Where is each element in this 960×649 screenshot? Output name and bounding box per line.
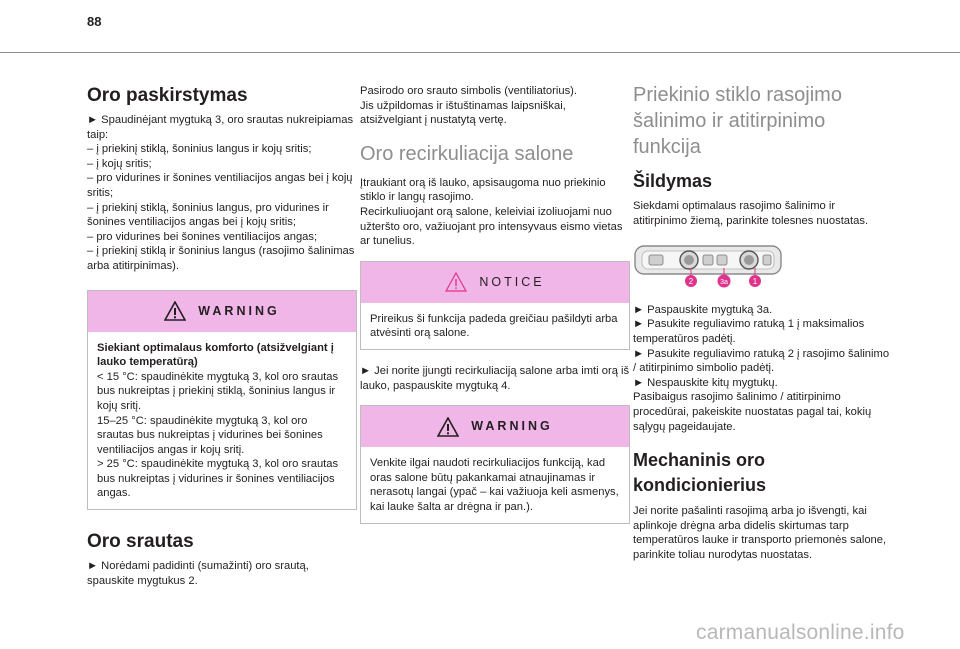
warning-box-2 [360, 405, 630, 523]
warning-triangle-icon [437, 417, 459, 437]
warning-heading: Siekiant optimalaus komforto (atsižvelgiant į lauko temperatūrą) [97, 341, 334, 369]
notice-body [361, 303, 629, 349]
paragraph: Pasirodo oro srauto simbolis (ventiliatorius). [360, 85, 577, 97]
step: ► Pasukite reguliavimo ratuką 1 į maksimalios temperatūros padėtį. [633, 318, 865, 345]
climate-panel-graphic [633, 240, 783, 288]
paragraph: Recirkuliuojant orą salone, keleiviai izoliuojami nuo užteršto oro, važiuojant pro intensyvaus eismo vietas ar tunelius. [360, 205, 623, 248]
warning-header-2 [361, 406, 629, 447]
paragraph: ► Norėdami padidinti (sumažinti) oro srautą, spauskite mygtukus 2. [87, 560, 309, 587]
notice-title: NOTICE [479, 274, 545, 289]
warning-title: WARNING [198, 303, 280, 318]
list-item: – pro vidurines bei šonines ventiliacijos angas; [87, 230, 318, 243]
page-number: 88 [87, 14, 102, 29]
section-title-air-flow: Oro srautas [87, 531, 194, 553]
warning-line: < 15 °C: spaudinėkite mygtuką 3, kol oro srautas bus nukreiptas į priekinį stiklą, šoninius langus ir kojų sritį. [97, 370, 339, 412]
notice-header [361, 262, 629, 303]
warning-body [88, 332, 356, 510]
header-rule [0, 52, 960, 53]
warning-box [87, 290, 357, 511]
callout-2: 2 [688, 277, 694, 287]
step: ► Pasukite reguliavimo ratuką 2 į rasojimo šalinimo / atitirpinimo simbolio padėtį. [633, 347, 890, 375]
paragraph: Įtraukiant orą iš lauko, apsisaugoma nuo priekinio stiklo ir langų rasojimo. [360, 176, 606, 204]
warning-triangle-icon [164, 301, 186, 321]
warning-line: 15–25 °C: spaudinėkite mygtuką 3, kol oro srautas bus nukreiptas į vidurines bei šonines ventiliacijos angas ir kojų sritį. [97, 414, 323, 456]
notice-triangle-icon [445, 272, 467, 292]
warning-body-2 [361, 447, 629, 522]
list-item: – į kojų sritis; [87, 157, 152, 170]
paragraph: ► Spaudinėjant mygtuką 3, oro srautas nukreipiamas taip: [87, 114, 354, 141]
step: ► Paspauskite mygtuką 3a. [633, 303, 773, 316]
column-1 [87, 70, 357, 588]
section-title-demisting: Priekinio stiklo rasojimo šalinimo ir atitirpinimo funkcija [633, 84, 842, 158]
notice-text: Prireikus ši funkcija padeda greičiau pašildyti arba atvėsinti orą salone. [370, 312, 618, 340]
subsection-title-ac: Mechaninis oro kondicionierius [633, 450, 767, 496]
section-title-air-distribution: Oro paskirstymas [87, 85, 248, 106]
step: ► Nespauskite kitų mygtukų. [633, 376, 778, 389]
list-item: – į priekinį stiklą ir šoninius langus (rasojimo šalinimas arba atitirpinimas). [87, 245, 355, 272]
list-item: – į priekinį stiklą, šoninius langus ir kojų sritis; [87, 143, 312, 156]
notice-box [360, 261, 630, 350]
warning-line: > 25 °C: spaudinėkite mygtuką 3, kol oro srautas bus nukreiptas į vidurines ir šonines ventiliacijos angas. [97, 458, 339, 500]
list-item: – pro vidurines ir šonines ventiliacijos angas bei į kojų sritis; [87, 172, 353, 199]
paragraph: Jei norite pašalinti rasojimą arba jo išvengti, kai aplinkoje drėgna arba didelis skirtumas tarp temperatūros lauke ir transporto priemonės salone, parinkite toliau nurodytas nuostatas. [633, 505, 887, 561]
paragraph: Pasibaigus rasojimo šalinimo / atitirpinimo procedūrai, pakeiskite nuostatas pagal tai, kokių sąlygų pageidaujate. [633, 391, 872, 433]
paragraph: ► Jei norite įjungti recirkuliaciją salone arba imti orą iš lauko, paspauskite mygtuką 4. [360, 364, 630, 392]
list-item: – į priekinį stiklą, šoninius langus, pro vidurines ir šonines ventiliacijos angas bei į kojų sritis; [87, 201, 329, 229]
subsection-title-heating: Šildymas [633, 171, 713, 191]
warning-title-2: WARNING [471, 419, 553, 434]
control-panel-illustration [633, 240, 891, 293]
callout-3a: 3a [720, 279, 728, 287]
paragraph: Siekdami optimalaus rasojimo šalinimo ir atitirpinimo žiemą, parinkite tolesnes nuostatas. [633, 200, 869, 227]
callout-1: 1 [752, 277, 758, 287]
paragraph: Jis užpildomas ir ištuštinamas laipsniškai, atsižvelgiant į nustatytą vertę. [360, 99, 566, 127]
warning-header [88, 291, 356, 332]
section-title-recirculation: Oro recirkuliacija salone [360, 142, 574, 165]
column-3 [633, 70, 891, 563]
warning-text: Venkite ilgai naudoti recirkuliacijos funkciją, kad oras salone būtų pakankamai atnaujinamas ir nerasotų langai (ypač – kai važiuoja keli asmenys, kai lauke šalta ar drėgna ir pan.). [370, 457, 619, 513]
column-2 [360, 70, 630, 538]
watermark: carmanualsonline.info [696, 621, 905, 644]
